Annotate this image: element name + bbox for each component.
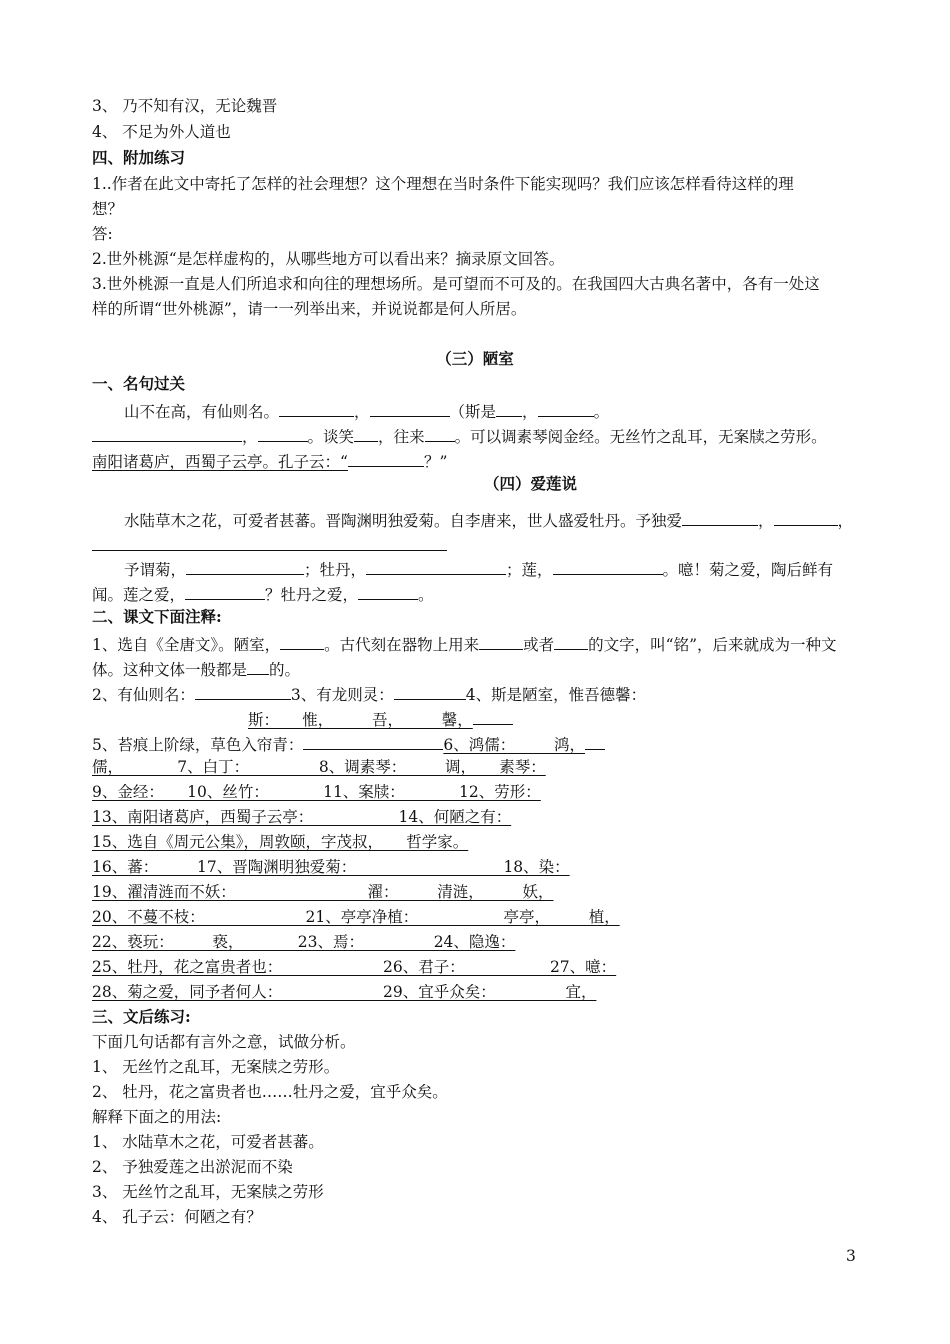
usage-3: 3、 无丝竹之乱耳，无案牍之劳形 [92,1183,324,1201]
usage-4: 4、 孔子云：何陋之有？ [92,1208,262,1226]
question-3-line-2: 样的所谓“世外桃源”，请一一列举出来，并说说都是何人所居。 [92,300,527,318]
lian-line-1: 水陆草木之花，可爱者甚蕃。晋陶渊明独爱菊。自李唐来，世人盛爱牡丹。予独爱 ， ， [124,508,853,531]
note-2-3-4: 2、有仙则名： 3、有龙则灵： 4、斯是陋室，惟吾德馨： [92,682,646,705]
note-25-27: 25、牡丹，花之富贵者也： 26、君子： 27、噫： [92,958,617,976]
section-title-3: （三）陋室 [436,349,514,368]
lian-line-4: 闻。莲之爱， ？牡丹之爱， 。 [92,582,434,605]
note-28-29: 28、菊之爱，同予者何人： 29、宜乎众矣： 宜， [92,983,597,1001]
exercise-1: 1、 无丝竹之乱耳，无案牍之劳形。 [92,1058,340,1076]
note-6-8: 儒， 7、白丁： 8、调素琴： 调， 素琴： [92,758,546,776]
question-1-line-1: 1..作者在此文中寄托了怎样的社会理想？这个理想在当时条件下能实现吗？我们应该怎样看待这样的理 [92,175,794,193]
exercise-intro: 下面几句话都有言外之意，试做分析。 [92,1033,356,1051]
lou-line-1: 山不在高，有仙则名。 ， （斯是 ， 。 [124,399,609,422]
item-4: 4、 不足为外人道也 [92,123,231,141]
note-22-24: 22、亵玩： 亵， 23、焉： 24、隐逸： [92,933,516,951]
answer-label: 答: [92,225,113,243]
note-4-sub: 斯： 惟， 吾， 馨， [248,707,513,730]
lian-line-3: 予谓菊， ；牡丹， ；莲， 。噫！菊之爱，陶后鲜有 [124,557,833,580]
lou-line-3: 南阳诸葛庐，西蜀子云亭。孔子云：“ ？” [92,449,447,472]
lou-line-2: ， 。谈笑 ，往来 。可以调素琴阅金经。无丝竹之乱耳，无案牍之劳形。 [92,424,827,447]
note-19: 19、濯清涟而不妖： 濯： 清涟， 妖， [92,883,554,901]
heading-famous-lines: 一、名句过关 [92,374,186,393]
note-13-14: 13、南阳诸葛庐，西蜀子云亭： 14、何陋之有： [92,808,512,826]
heading-exercises: 三、文后练习: [92,1007,191,1026]
note-9-12: 9、金经： 10、丝竹： 11、案牍： 12、劳形： [92,783,541,801]
note-1-line-2: 体。这种文体一般都是 的。 [92,657,300,680]
note-15: 15、选自《周元公集》，周敦颐，字茂叔， 哲学家。 [92,833,469,851]
question-2: 2.世外桃源“是怎样虚构的，从哪些地方可以看出来？摘录原文回答。 [92,250,565,268]
heading-notes: 二、课文下面注释: [92,607,222,626]
note-1-line-1: 1、选自《全唐文》。陋室， 。古代刻在器物上用来 或者 的文字，叫“铭”，后来就成为一种文 [92,632,837,655]
item-3: 3、 乃不知有汉，无论魏晋 [92,97,278,115]
page-number: 3 [846,1247,856,1265]
section-title-4: （四）爱莲说 [484,474,578,493]
question-1-line-2: 想？ [92,200,124,218]
usage-1: 1、 水陆草木之花，可爱者甚蕃。 [92,1133,324,1151]
exercise-intro-2: 解释下面之的用法: [92,1108,222,1126]
note-16-18: 16、蕃： 17、晋陶渊明独爱菊： 18、染： [92,858,570,876]
section-heading-4: 四、附加练习 [92,148,186,167]
note-5-6: 5、苔痕上阶绿，草色入帘青： 6、鸿儒： 鸿， [92,732,605,755]
usage-2: 2、 予独爱莲之出淤泥而不染 [92,1158,293,1176]
question-3-line-1: 3.世外桃源一直是人们所追求和向往的理想场所。是可望而不可及的。在我国四大古典名著中，各有一处这 [92,275,820,293]
lian-line-2 [92,533,447,556]
note-20-21: 20、不蔓不枝： 21、亭亭净植： 亭亭， 植， [92,908,620,926]
exercise-2: 2、 牡丹，花之富贵者也……牡丹之爱，宜乎众矣。 [92,1083,448,1101]
